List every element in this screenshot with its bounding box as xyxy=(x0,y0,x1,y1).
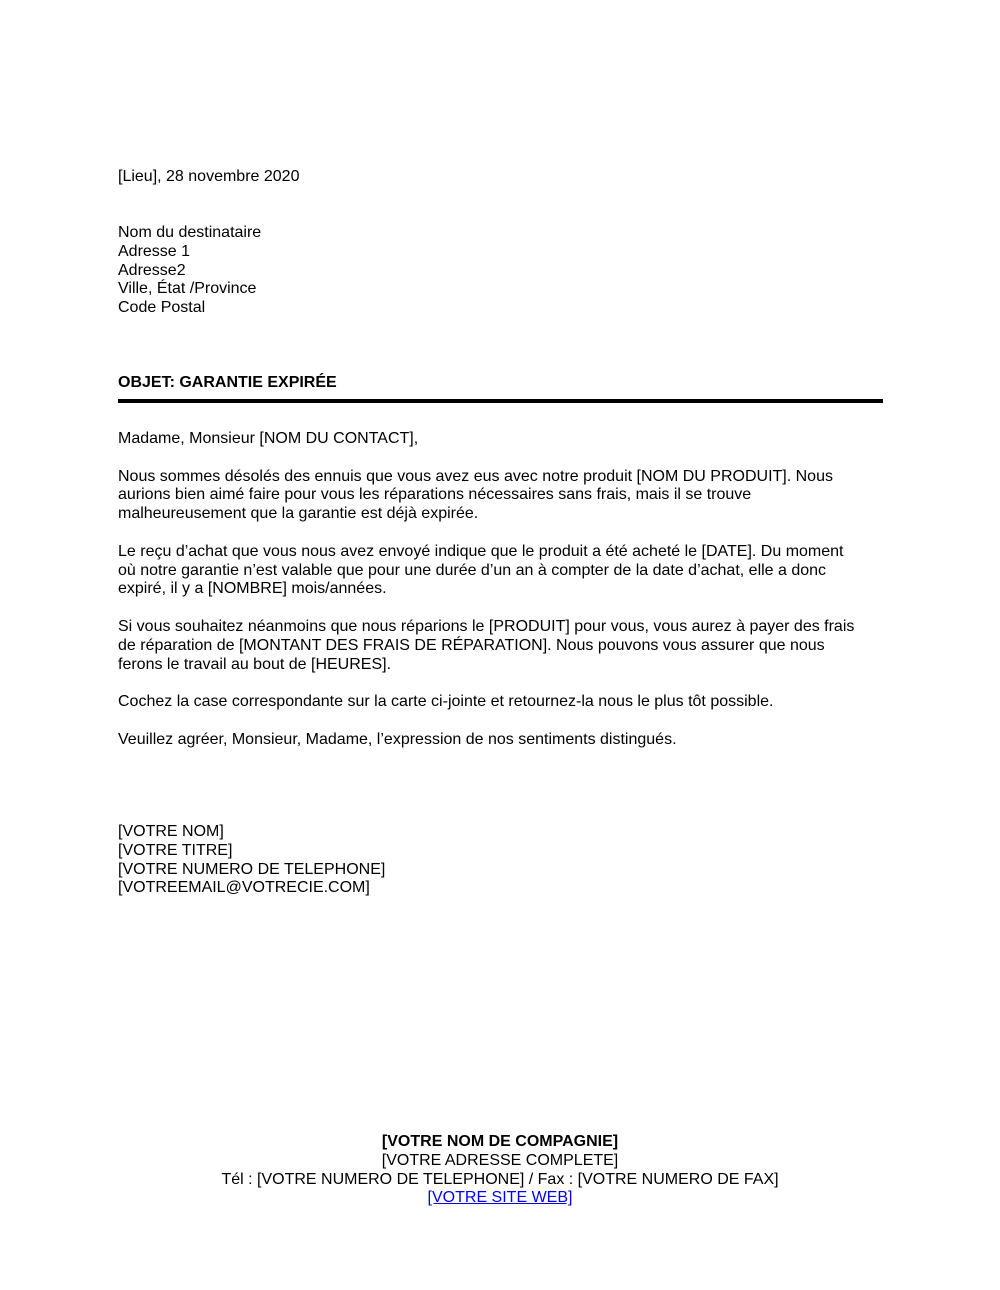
recipient-address-line-1: Adresse 1 xyxy=(118,242,191,260)
footer-contact: Tél : [VOTRE NUMERO DE TELEPHONE] / Fax : [VOTRE NUMERO DE FAX] xyxy=(221,1170,779,1188)
paragraph-instructions xyxy=(118,693,888,712)
paragraph-line: malheureusement que la garantie est déjà expirée. xyxy=(118,505,479,523)
signature-name: [VOTRE NOM] xyxy=(118,823,224,840)
company-footer xyxy=(0,1133,1000,1208)
recipient-postal-code: Code Postal xyxy=(118,299,206,317)
paragraph-line: Le reçu d’achat que vous nous avez envoyé indique que le produit a été acheté le [DATE]. Du moment xyxy=(118,542,844,560)
footer-address: [VOTRE ADRESSE COMPLETE] xyxy=(381,1151,619,1169)
paragraph-line: où notre garantie n’est valable que pour une durée d’un an à compter de la date d’achat, elle a donc xyxy=(118,561,827,579)
footer-company-name: [VOTRE NOM DE COMPAGNIE] xyxy=(381,1133,619,1150)
letter-date xyxy=(118,168,299,187)
paragraph-line: Veuillez agréer, Monsieur, Madame, l’expression de nos sentiments distingués. xyxy=(118,730,677,748)
letter-body xyxy=(118,430,888,768)
date-text: [Lieu], 28 novembre 2020 xyxy=(118,168,300,185)
signature-email: [VOTREEMAIL@VOTRECIE.COM] xyxy=(118,879,370,897)
paragraph-apology xyxy=(118,468,888,524)
paragraph-repair-offer xyxy=(118,618,888,674)
salutation xyxy=(118,430,888,449)
signature-title: [VOTRE TITRE] xyxy=(118,841,233,859)
paragraph-line: ferons le travail au bout de [HEURES]. xyxy=(118,655,392,673)
letter-subject: OBJET: GARANTIE EXPIRÉE xyxy=(118,374,337,391)
paragraph-line: Cochez la case correspondante sur la carte ci-jointe et retournez-la nous le plus tôt possible. xyxy=(118,693,774,711)
paragraph-line: Si vous souhaitez néanmoins que nous réparions le [PRODUIT] pour vous, vous aurez à payer des frais xyxy=(118,617,855,635)
recipient-address xyxy=(118,224,261,318)
paragraph-line: expiré, il y a [NOMBRE] mois/années. xyxy=(118,580,387,598)
closing-formula xyxy=(118,731,888,750)
paragraph-line: aurions bien aimé faire pour vous les réparations nécessaires sans frais, mais il se trouve xyxy=(118,486,752,504)
paragraph-receipt xyxy=(118,543,888,599)
salutation-text: Madame, Monsieur [NOM DU CONTACT], xyxy=(118,430,419,447)
signature-block xyxy=(118,823,385,898)
recipient-name: Nom du destinataire xyxy=(118,224,262,241)
recipient-address-line-2: Adresse2 xyxy=(118,261,186,279)
paragraph-line: Nous sommes désolés des ennuis que vous avez eus avec notre produit [NOM DU PRODUIT]. Nous xyxy=(118,467,833,485)
subject-divider xyxy=(118,399,883,403)
recipient-city-state: Ville, État /Province xyxy=(118,280,257,298)
signature-phone: [VOTRE NUMERO DE TELEPHONE] xyxy=(118,860,386,878)
footer-website-link[interactable]: [VOTRE SITE WEB] xyxy=(427,1189,573,1207)
paragraph-line: de réparation de [MONTANT DES FRAIS DE RÉPARATION]. Nous pouvons vous assurer que nous xyxy=(118,636,825,654)
